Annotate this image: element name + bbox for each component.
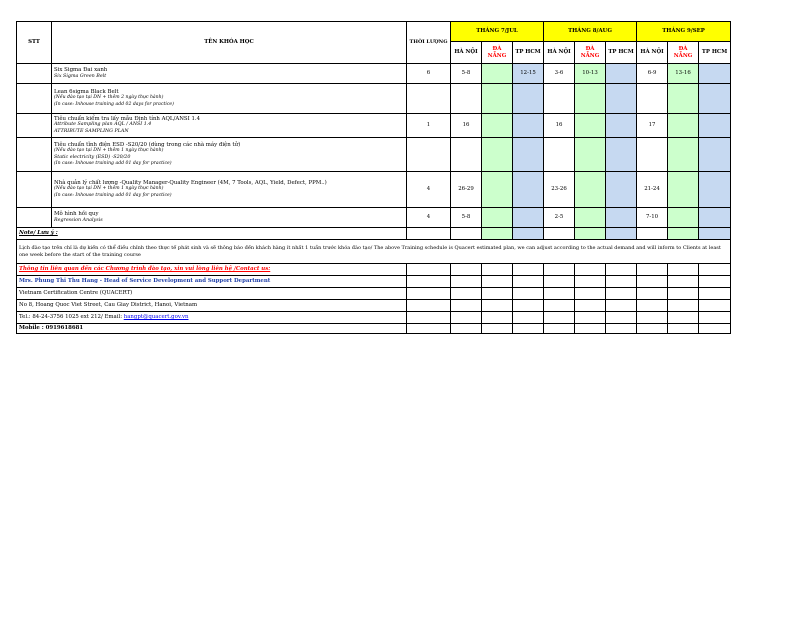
course-name: Lean 6sigma Black Belt <box>54 88 119 95</box>
course-date-cell <box>482 84 513 114</box>
course-date-cell <box>699 114 731 138</box>
course-date-cell: 16 <box>544 114 575 138</box>
contact-address: No 8, Hoang Quoc Viet Street, Cau Giay District, Hanoi, Vietnam <box>17 300 407 312</box>
course-date-cell <box>699 84 731 114</box>
course-row <box>17 208 731 228</box>
course-stt <box>17 114 52 138</box>
course-date-cell: 17 <box>637 114 668 138</box>
contact-email-link[interactable]: hangpt@quacert.gov.vn <box>123 314 189 321</box>
course-subtitle: (Nếu đào tạo tại DN + thêm 1 ngày thực hành) <box>54 148 164 154</box>
note-text: Lịch đào tạo trên chỉ là dự kiến có thể điều chỉnh theo thực tế phát sinh và sẽ thông báo đến khách hàng ít nhất 1 tuần trước khóa đào tạo/ The above Training schedule is Quacert estimated plan, we can adjust according to the actual demand and will inform to Clients at least one week before the start of the training course <box>17 240 731 264</box>
course-date-cell: 23-26 <box>544 172 575 208</box>
course-date-cell <box>668 138 699 172</box>
header-duration: THỜI LƯỢNG <box>407 22 451 64</box>
course-date-cell <box>606 64 637 84</box>
course-row <box>17 138 731 172</box>
course-date-cell <box>482 138 513 172</box>
header-month-aug: THÁNG 8/AUG <box>544 22 637 42</box>
course-date-cell <box>482 64 513 84</box>
contact-mobile: Mobile : 0919618681 <box>17 324 407 334</box>
course-date-cell: 26-29 <box>451 172 482 208</box>
course-stt <box>17 84 52 114</box>
course-date-cell <box>575 84 606 114</box>
course-date-cell <box>513 84 544 114</box>
course-date-cell <box>575 208 606 228</box>
course-date-cell <box>482 172 513 208</box>
course-subtitle: Static electricity (ESD) -S20/20 <box>54 154 131 160</box>
course-date-cell: 7-10 <box>637 208 668 228</box>
header-city-danang: ĐÀ NẴNG <box>668 42 699 64</box>
course-date-cell <box>699 208 731 228</box>
course-name: Nhà quản lý chất lượng -Quality Manager-Quality Engineer (4M, 7 Tools, AQL, Yield, Defect, PPM..) <box>54 179 327 186</box>
course-date-cell <box>575 172 606 208</box>
course-date-cell <box>513 114 544 138</box>
course-date-cell <box>606 138 637 172</box>
header-month-jul: THÁNG 7/JUL <box>451 22 544 42</box>
course-stt <box>17 138 52 172</box>
course-subtitle: (In case: Inhouse training add 01 day for practice) <box>54 160 172 166</box>
course-date-cell <box>575 114 606 138</box>
course-date-cell <box>668 172 699 208</box>
course-date-cell <box>699 64 731 84</box>
course-subtitle: Regression Analysis <box>54 217 103 223</box>
course-date-cell: 3-6 <box>544 64 575 84</box>
course-date-cell <box>637 138 668 172</box>
course-date-cell <box>482 114 513 138</box>
course-date-cell: 5-8 <box>451 208 482 228</box>
course-row <box>17 172 731 208</box>
course-name-cell <box>52 114 407 138</box>
course-duration: 6 <box>407 64 451 84</box>
header-city-danang: ĐÀ NẴNG <box>482 42 513 64</box>
course-row <box>17 84 731 114</box>
contact-org: Vietnam Certification Centre (QUACERT) <box>17 288 407 300</box>
course-subtitle: Attribute Sampling plan AQL / ANSI 1.4 <box>54 122 152 128</box>
course-duration: 4 <box>407 172 451 208</box>
course-date-cell: 5-8 <box>451 64 482 84</box>
course-duration <box>407 138 451 172</box>
header-city-hanoi: HÀ NỘI <box>544 42 575 64</box>
course-duration: 4 <box>407 208 451 228</box>
course-date-cell <box>668 84 699 114</box>
course-stt <box>17 208 52 228</box>
note-label: Note/ Lưu ý : <box>19 230 58 237</box>
course-date-cell <box>699 138 731 172</box>
course-date-cell <box>544 138 575 172</box>
course-name-cell <box>52 208 407 228</box>
course-name: Six Sigma Đai xanh <box>54 67 108 74</box>
course-name-cell <box>52 84 407 114</box>
course-date-cell: 12-15 <box>513 64 544 84</box>
course-stt <box>17 64 52 84</box>
course-date-cell: 6-9 <box>637 64 668 84</box>
header-city-hcm: TP HCM <box>606 42 637 64</box>
course-name: Tiêu chuẩn tĩnh điện ESD -S20/20 (dùng trong các nhà máy điện tử) <box>54 141 241 148</box>
course-subtitle: (In case: Inhouse training add 02 days for practice) <box>54 101 174 107</box>
contact-tel: Tel.: 84-24-3756 1025 ext 212/ Email: <box>19 314 124 321</box>
course-date-cell <box>699 172 731 208</box>
course-date-cell <box>575 138 606 172</box>
header-city-hcm: TP HCM <box>699 42 731 64</box>
course-date-cell <box>668 208 699 228</box>
course-subtitle: (Nếu đào tạo tại DN + thêm 2 ngày thực hành) <box>54 95 164 101</box>
course-subtitle: Six Sigma Green Belt <box>54 73 107 79</box>
course-name: Mô hình hồi quy <box>54 211 99 218</box>
note-label-cell <box>17 228 407 240</box>
training-schedule-table <box>16 21 731 334</box>
course-date-cell <box>668 114 699 138</box>
course-subtitle: (In case: Inhouse training add 01 day for practice) <box>54 192 172 198</box>
course-date-cell <box>513 138 544 172</box>
course-name: Tiêu chuẩn kiểm tra lấy mẫu Định tính AQL/ANSI 1.4 <box>54 115 201 122</box>
course-date-cell <box>637 84 668 114</box>
course-duration <box>407 84 451 114</box>
course-date-cell <box>451 84 482 114</box>
course-duration: 1 <box>407 114 451 138</box>
course-date-cell: 21-24 <box>637 172 668 208</box>
course-date-cell <box>606 172 637 208</box>
course-name-cell <box>52 172 407 208</box>
course-date-cell: 16 <box>451 114 482 138</box>
course-date-cell: 13-16 <box>668 64 699 84</box>
course-row <box>17 114 731 138</box>
course-date-cell <box>451 138 482 172</box>
course-date-cell <box>606 114 637 138</box>
header-city-danang: ĐÀ NẴNG <box>575 42 606 64</box>
course-subtitle: ATTRIBUTE SAMPLING PLAN <box>54 128 129 134</box>
course-date-cell <box>482 208 513 228</box>
course-date-cell <box>513 172 544 208</box>
course-name-cell <box>52 138 407 172</box>
course-name-cell <box>52 64 407 84</box>
contact-heading: Thông tin liên quan đến các Chương trình đào tạo, xin vui lòng liên hệ /Contact us: <box>17 264 407 276</box>
course-stt <box>17 172 52 208</box>
course-row <box>17 64 731 84</box>
course-date-cell: 10-13 <box>575 64 606 84</box>
course-date-cell <box>544 84 575 114</box>
header-city-hanoi: HÀ NỘI <box>637 42 668 64</box>
header-stt: STT <box>17 22 52 64</box>
header-city-hcm: TP HCM <box>513 42 544 64</box>
course-date-cell: 2-5 <box>544 208 575 228</box>
header-course-name: TÊN KHÓA HỌC <box>52 22 407 64</box>
header-city-hanoi: HÀ NỘI <box>451 42 482 64</box>
header-month-sep: THÁNG 9/SEP <box>637 22 731 42</box>
contact-name: Mrs. Phung Thi Thu Hang - Head of Service Development and Support Department <box>17 276 407 288</box>
course-date-cell <box>606 84 637 114</box>
course-subtitle: (Nếu đào tạo tại DN + thêm 1 ngày thực hành) <box>54 186 164 192</box>
course-date-cell <box>513 208 544 228</box>
course-date-cell <box>606 208 637 228</box>
contact-tel-cell <box>17 312 407 324</box>
